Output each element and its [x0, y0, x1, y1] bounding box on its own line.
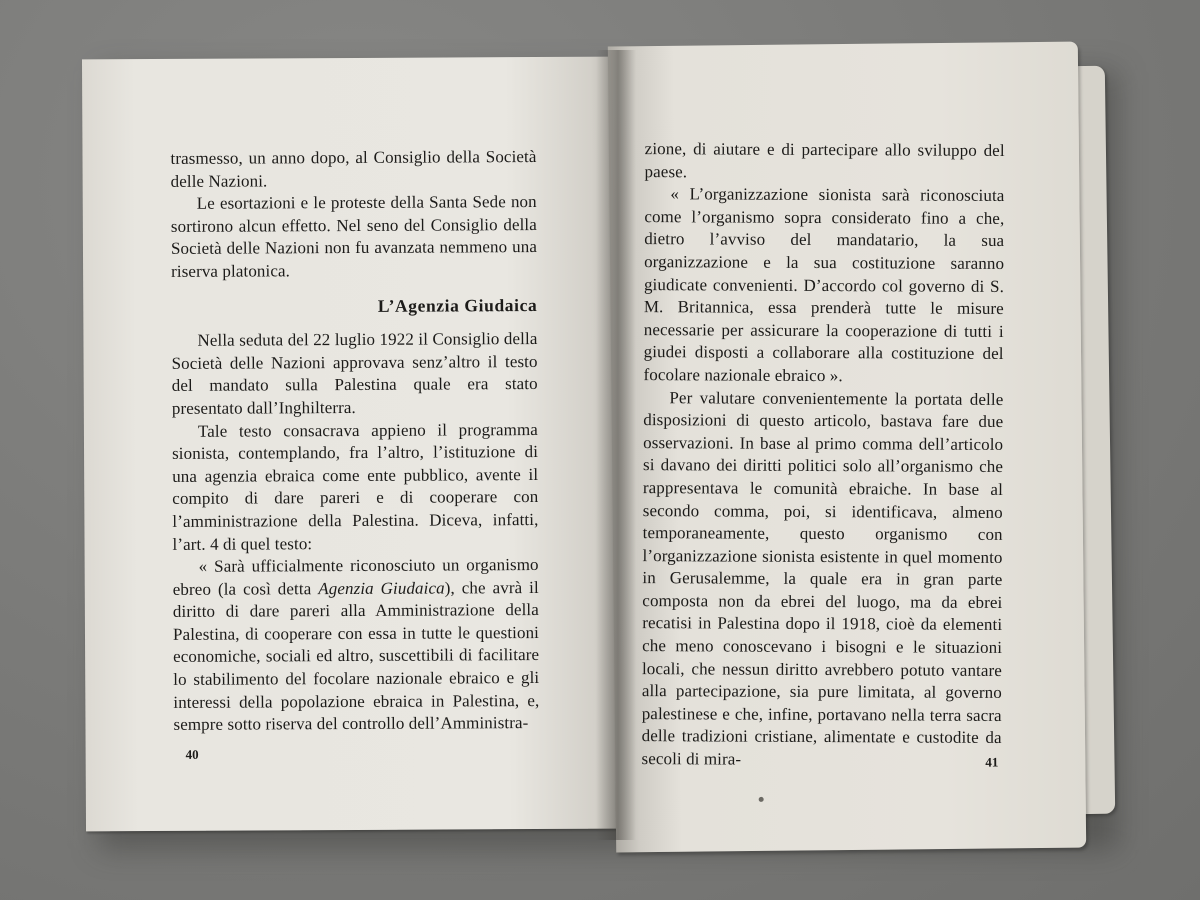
right-page-text: [641, 138, 1004, 773]
left-page-number: 40: [185, 746, 199, 762]
right-page: [608, 42, 1086, 853]
quote-text-end: ), che avrà il diritto di dare pareri alla Amministrazione della Palestina, di cooperare con essa in tutte le questioni economiche, sociali ed altro, suscettibili di facilitare lo stabilimento del focolare nazionale ebraico e gli interessi della popolazione ebraica in Palestina, e, sempre sotto riserva del controllo dell’Amministra-: [172, 577, 540, 735]
left-paragraph-1: trasmesso, un anno dopo, al Consiglio della Società delle Nazioni.: [170, 147, 537, 191]
right-paragraph-3: Per valutare convenientemente la portata delle disposizioni di questo articolo, bastava fare due osservazioni. In base al primo comma dell’articolo si davano dei diritti politici solo all’organismo che rappresentava le comunità ebraiche. In base al secondo comma, poi, si identificava, almeno temporaneamente, questo organismo con l’organizzazione sionista esistente in quel momento in Gerusalemme, la quale era in gran parte composta non da ebrei del luogo, ma da ebrei recatisi in Palestina dopo il 1918, cioè da elementi che meno conoscevano i bisogni e le situazioni locali, che nessun diritto avrebbero potuto vantare alla partecipazione, sia pure limitata, al governo palestinese e che, infine, portavano nella terra sacra delle tradizioni cristiane, alimentate e custodite da secoli di mira-: [641, 387, 1004, 769]
right-paragraph-2: « L’organizzazione sionista sarà riconosciuta come l’organismo sopra considerato fino a che, dietro l’avviso del mandatario, la sua organizzazione e la sua costituzione saranno giudicate convenienti. D’accordo col governo di S. M. Britannica, essa prenderà tutte le misure necessarie per assicurare la cooperazione di tutti i giudei disposti a collaborare alla costituzione del focolare nazionale ebraico ».: [643, 184, 1005, 386]
left-paragraph-4: Tale testo consacrava appieno il programma sionista, contemplando, fra l’altro, l’istituzione di una agenzia ebraica come ente pubblico, avente il compito di dare pareri e di cooperare con l’amministrazione della Palestina. Diceva, infatti, l’art. 4 di quel testo:: [171, 419, 539, 554]
section-heading-text: L’Agenzia Giudaica: [377, 294, 538, 316]
paper-speck: [759, 797, 764, 802]
left-paragraph-2: Le esortazioni e le proteste della Santa Sede non sortirono alcun effetto. Nel seno del Consiglio della Società delle Nazioni non fu avanzata nemmeno una riserva platonica.: [170, 192, 538, 281]
quote-italic-term: Agenzia Giudaica: [318, 578, 445, 598]
right-paragraph-1: zione, di aiutare e di partecipare allo sviluppo del paese.: [644, 139, 1005, 181]
left-page-text: [170, 146, 539, 737]
right-page-number: 41: [985, 754, 999, 770]
left-page: [82, 57, 616, 832]
left-paragraph-3: Nella seduta del 22 luglio 1922 il Consiglio della Società delle Nazioni approvava senz’altro il testo del mandato sulla Palestina quale era stato presentato dall’Inghilterra.: [171, 329, 538, 418]
left-quote-paragraph: [173, 554, 540, 737]
section-heading: [171, 294, 537, 319]
quote-text-start: « Sarà ufficialmente riconosciuto un organismo ebreo (la così detta: [172, 555, 539, 599]
